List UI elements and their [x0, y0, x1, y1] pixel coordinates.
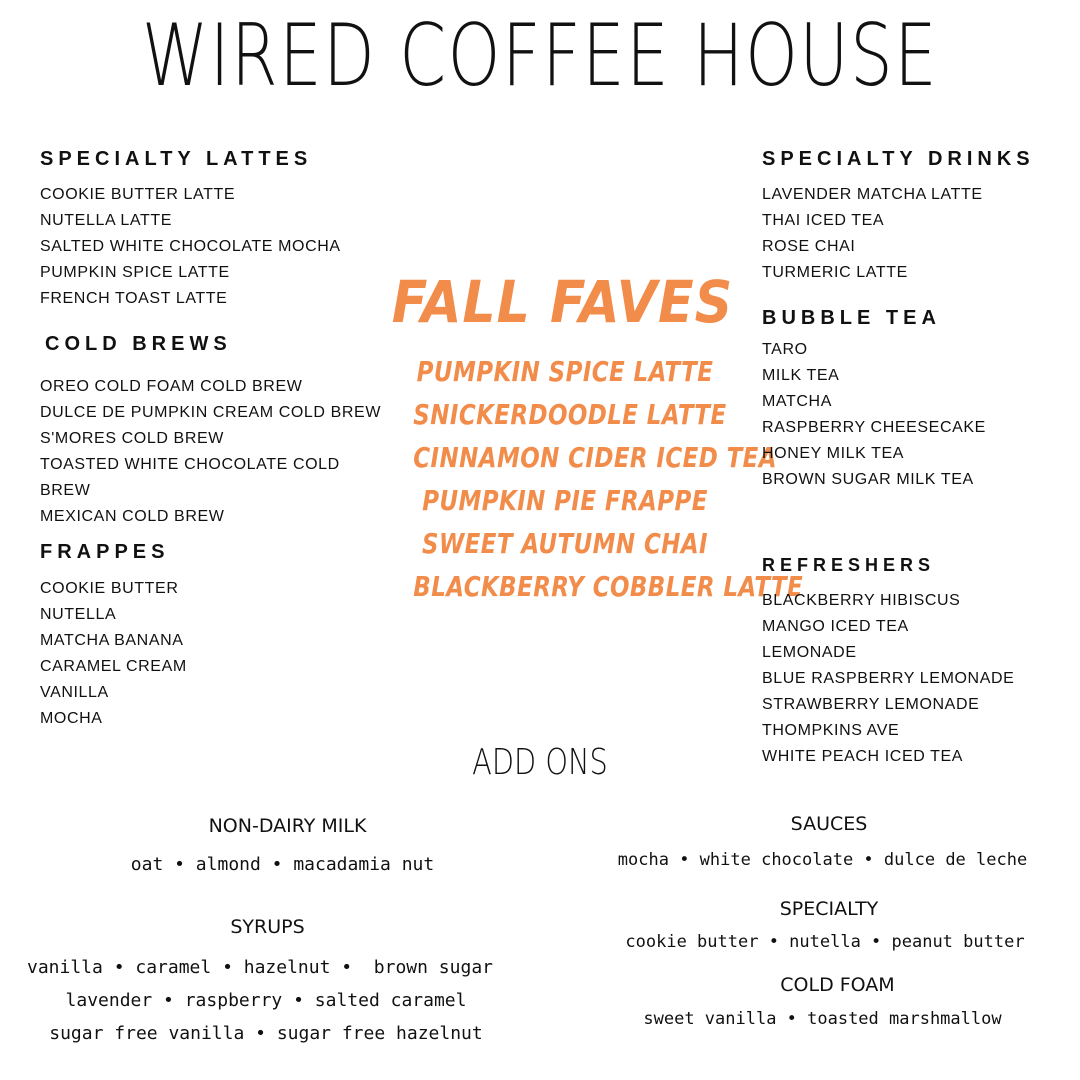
syrups-line-2: lavender • raspberry • salted caramel: [65, 990, 467, 1011]
list-item: NUTELLA LATTE: [40, 212, 172, 229]
list-bubble-tea: [762, 337, 986, 493]
cold-foam-heading: COLD FOAM: [780, 974, 895, 996]
list-item: MEXICAN COLD BREW: [40, 508, 225, 525]
list-item: CINNAMON CIDER ICED TEA: [413, 441, 777, 474]
list-item: LEMONADE: [762, 644, 857, 661]
section-heading-specialty-drinks: SPECIALTY DRINKS: [762, 148, 1035, 170]
non-dairy-milk-heading: NON-DAIRY MILK: [208, 815, 367, 837]
cold-foam-options: sweet vanilla • toasted marshmallow: [643, 1009, 1002, 1029]
list-item: ROSE CHAI: [762, 238, 856, 255]
list-item: BREW: [40, 482, 91, 499]
list-item: BLACKBERRY COBBLER LATTE: [413, 570, 804, 603]
list-item: TURMERIC LATTE: [762, 264, 908, 281]
list-item: STRAWBERRY LEMONADE: [762, 696, 980, 713]
section-heading-specialty-lattes: SPECIALTY LATTES: [40, 148, 313, 170]
specialty-options: cookie butter • nutella • peanut butter: [625, 932, 1025, 952]
syrups-line-1: vanilla • caramel • hazelnut • brown sugar: [27, 957, 493, 978]
page-title: WIRED COFFEE HOUSE: [141, 6, 939, 106]
list-specialty-lattes: [40, 182, 341, 312]
list-item: SNICKERDOODLE LATTE: [413, 398, 727, 431]
section-heading-refreshers: REFRESHERS: [762, 555, 936, 575]
non-dairy-milk-options: oat • almond • macadamia nut: [130, 854, 435, 875]
list-item: BROWN SUGAR MILK TEA: [762, 471, 974, 488]
list-item: MILK TEA: [762, 367, 840, 384]
list-item: BLACKBERRY HIBISCUS: [762, 592, 961, 609]
list-item: TARO: [762, 341, 808, 358]
list-item: NUTELLA: [40, 606, 117, 623]
syrups-heading: SYRUPS: [230, 916, 305, 938]
list-item: COOKIE BUTTER: [40, 580, 179, 597]
list-item: PUMPKIN SPICE LATTE: [416, 355, 714, 388]
list-item: WHITE PEACH ICED TEA: [762, 748, 964, 765]
specialty-heading: SPECIALTY: [779, 898, 879, 920]
sauces-options: mocha • white chocolate • dulce de leche: [617, 850, 1028, 870]
list-item: MOCHA: [40, 710, 103, 727]
list-item: S'MORES COLD BREW: [40, 430, 224, 447]
list-item: COOKIE BUTTER LATTE: [40, 186, 236, 203]
list-item: OREO COLD FOAM COLD BREW: [40, 378, 303, 395]
section-heading-bubble-tea: BUBBLE TEA: [762, 307, 941, 329]
list-item: VANILLA: [40, 684, 109, 701]
list-item: DULCE DE PUMPKIN CREAM COLD BREW: [40, 404, 382, 421]
fall-faves-heading: FALL FAVES: [391, 268, 734, 336]
list-item: LAVENDER MATCHA LATTE: [762, 186, 983, 203]
list-frappes: [40, 576, 187, 732]
list-cold-brews: [40, 374, 381, 530]
list-item: PUMPKIN SPICE LATTE: [40, 264, 230, 281]
list-item: BLUE RASPBERRY LEMONADE: [762, 670, 1015, 687]
list-item: TOASTED WHITE CHOCOLATE COLD: [40, 456, 340, 473]
list-item: THOMPKINS AVE: [762, 722, 900, 739]
list-item: MATCHA BANANA: [40, 632, 184, 649]
list-item: HONEY MILK TEA: [762, 445, 905, 462]
list-item: RASPBERRY CHEESECAKE: [762, 419, 986, 436]
list-specialty-drinks: [762, 182, 983, 286]
list-item: THAI ICED TEA: [762, 212, 885, 229]
syrups-line-3: sugar free vanilla • sugar free hazelnut: [49, 1023, 483, 1044]
list-item: SALTED WHITE CHOCOLATE MOCHA: [40, 238, 341, 255]
list-item: PUMPKIN PIE FRAPPE: [422, 484, 708, 517]
sauces-heading: SAUCES: [790, 813, 868, 835]
list-item: CARAMEL CREAM: [40, 658, 187, 675]
section-heading-cold-brews: COLD BREWS: [45, 333, 232, 355]
list-item: MANGO ICED TEA: [762, 618, 909, 635]
add-ons-heading: ADD ONS: [472, 742, 608, 783]
section-heading-frappes: FRAPPES: [40, 541, 170, 563]
list-item: MATCHA: [762, 393, 832, 410]
list-item: FRENCH TOAST LATTE: [40, 290, 228, 307]
list-item: SWEET AUTUMN CHAI: [421, 527, 708, 560]
